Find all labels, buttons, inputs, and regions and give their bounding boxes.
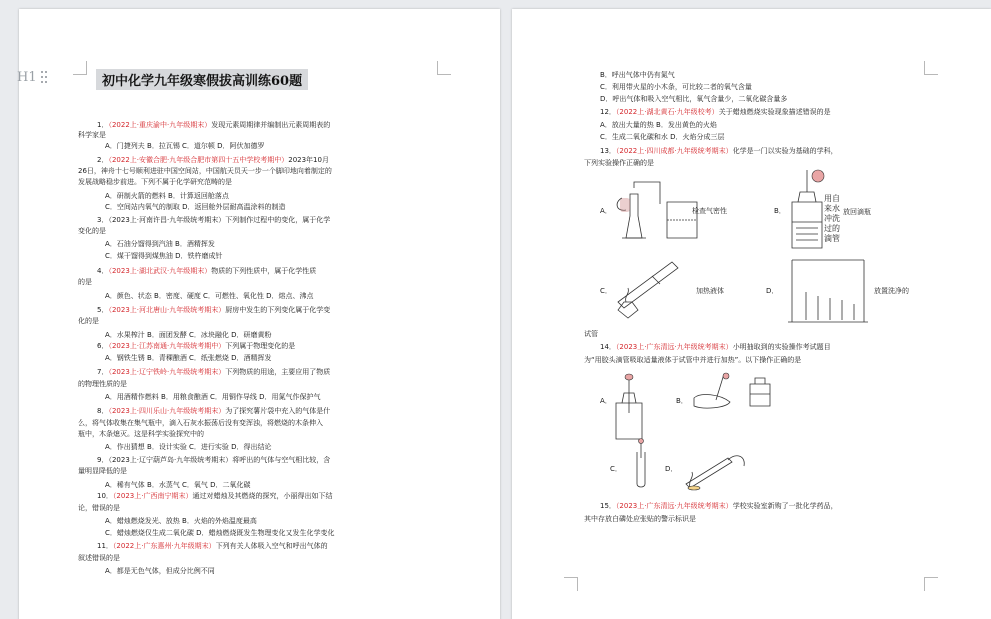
line-text: 为了探究薯片袋中充入的气体是什 bbox=[225, 407, 331, 415]
question-line bbox=[97, 306, 330, 314]
line-text: 通过对蜡烛及其燃烧的探究，小丽得出如下结 bbox=[192, 492, 333, 500]
text-line bbox=[105, 142, 265, 150]
text-line bbox=[78, 504, 120, 512]
question-source: （2023上·四川乐山·九年级统考期末） bbox=[108, 407, 226, 415]
q13-option-c-letter: C． bbox=[600, 287, 612, 295]
line-text: A．钢铁生锈 B．青稞酿酒 C．纸张燃烧 D．酒精挥发 bbox=[105, 354, 272, 362]
line-text: 下列属于物理变化的是 bbox=[225, 342, 296, 350]
text-line bbox=[600, 121, 717, 129]
line-text: 物质的下列性质中，属于化学性质 bbox=[211, 267, 317, 275]
text-line bbox=[105, 529, 335, 537]
question-line bbox=[97, 342, 295, 350]
question-number: 4． bbox=[97, 267, 109, 275]
q14-heating-tube-figure bbox=[680, 448, 750, 490]
airtightness-check-figure bbox=[612, 176, 704, 246]
question-number: 9． bbox=[97, 456, 109, 464]
q14-option-a-letter: A． bbox=[600, 397, 612, 405]
line-text: B．呼出气体中仍有氮气 bbox=[600, 71, 675, 79]
line-text: A．蜡烛燃烧发光、放热 B．火焰的外焰温度最高 bbox=[105, 517, 257, 525]
text-line bbox=[105, 517, 257, 525]
text-line bbox=[584, 515, 696, 523]
question-number: 11． bbox=[97, 542, 113, 550]
text-line bbox=[78, 178, 232, 186]
line-text: 下列物质的用途，主要应用了物质 bbox=[225, 368, 331, 376]
question-number: 1． bbox=[97, 121, 109, 129]
test-tube-rack-figure bbox=[786, 252, 870, 326]
line-text: 科学家是 bbox=[78, 131, 106, 139]
text-line bbox=[105, 240, 215, 248]
text-line bbox=[78, 419, 323, 427]
question-line bbox=[97, 156, 329, 164]
text-line bbox=[105, 292, 314, 300]
line-text: D．呼出气体和吸入空气相比，氧气含量少，二氧化碳含量多 bbox=[600, 95, 788, 103]
text-line bbox=[78, 278, 92, 286]
q13-c-caption: 加热液体 bbox=[696, 287, 724, 295]
text-line bbox=[600, 83, 752, 91]
question-line bbox=[600, 502, 838, 510]
question-number: 8． bbox=[97, 407, 109, 415]
text-line bbox=[584, 159, 654, 167]
question-number: 3． bbox=[97, 216, 109, 224]
text-line bbox=[105, 567, 215, 575]
line-text: A．作出猜想 B．设计实验 C．进行实验 D．得出结论 bbox=[105, 443, 272, 451]
question-number: 13． bbox=[600, 147, 616, 155]
text-line bbox=[600, 71, 675, 79]
question-line bbox=[97, 216, 330, 224]
line-text: A．门捷列夫 B．拉瓦锡 C．道尔顿 D．阿伏加德罗 bbox=[105, 142, 265, 150]
line-text: 学校实验室新购了一批化学药品， bbox=[732, 502, 838, 510]
q14-test-tube-figure bbox=[630, 438, 652, 490]
line-text: 下列有关人体吸入空气和呼出气体的 bbox=[215, 542, 328, 550]
line-text: 化的是 bbox=[78, 317, 99, 325]
q13-b-caption-left: 用自来水冲洗过的滴管 bbox=[824, 194, 840, 243]
question-source: （2022上·湖北黄石·九年级校考） bbox=[615, 108, 719, 116]
question-line bbox=[97, 456, 330, 464]
text-line bbox=[105, 443, 272, 451]
line-text: A．用酒精作燃料 B．用粮食酿酒 C．用铜作导线 D．用氮气作保护气 bbox=[105, 393, 321, 401]
question-source: （2022上·广东惠州·九年级期末） bbox=[112, 542, 216, 550]
question-source: （2023上·辽宁铁岭·九年级统考期末） bbox=[108, 368, 226, 376]
line-text: 小明抽取到的实验操作考试题目 bbox=[732, 343, 831, 351]
q14-reagent-bottle-figure bbox=[746, 374, 774, 408]
q13-a-caption: 检查气密性 bbox=[692, 207, 727, 215]
q14-hand-dropper-figure bbox=[690, 372, 742, 418]
question-number: 6． bbox=[97, 342, 109, 350]
line-text: C．利用带火星的小木条，可比较二者的氧气含量 bbox=[600, 83, 752, 91]
question-source: （2023上·广东清远·九年级统考期末） bbox=[615, 502, 733, 510]
question-source: （2023上·湖北武汉·九年级期末） bbox=[108, 267, 212, 275]
question-number: 10． bbox=[97, 492, 113, 500]
question-line bbox=[97, 121, 330, 129]
line-text: 发展战略稳步前进。下列不属于化学研究范畴的是 bbox=[78, 178, 232, 186]
text-line bbox=[105, 331, 272, 339]
line-text: A．水果榨汁 B．面团发酵 C．冰块融化 D．研磨黄粉 bbox=[105, 331, 272, 339]
line-text: C．空间站内氧气的制取 D．返回舱外层耐高温涂料的制造 bbox=[105, 203, 286, 211]
text-line bbox=[105, 481, 251, 489]
line-text: 下列实验操作正确的是 bbox=[584, 159, 654, 167]
text-line bbox=[105, 192, 229, 200]
line-text: 为“用胶头滴管吸取适量液体于试管中并进行加热”。以下操作正确的是 bbox=[584, 356, 802, 364]
question-number: 7． bbox=[97, 368, 109, 376]
line-text: 论，错误的是 bbox=[78, 504, 120, 512]
line-text: 发现元素周期律并编制出元素周期表的 bbox=[211, 121, 331, 129]
q13-option-a-letter: A． bbox=[600, 207, 612, 215]
q13-b-caption-right: 放回滴瓶 bbox=[843, 208, 871, 216]
line-text: A．放出大量的热 B．发出黄色的火焰 bbox=[600, 121, 717, 129]
question-source: （2023上·江苏南通·九年级统考期中） bbox=[108, 342, 226, 350]
line-text: 化学是一门以实验为基础的学科， bbox=[732, 147, 838, 155]
drag-handle-icon[interactable] bbox=[41, 71, 49, 85]
line-text: 瓶中，木条熄灭。这是科学实验探究中的 bbox=[78, 430, 204, 438]
line-text: 变化的是 bbox=[78, 227, 106, 235]
text-line bbox=[78, 167, 332, 175]
q13-d-caption: 放置洗净的 bbox=[874, 287, 909, 295]
line-text: A．稀有气体 B．水蒸气 C．氧气 D．二氧化碳 bbox=[105, 481, 251, 489]
text-line bbox=[78, 227, 106, 235]
q14-option-b-letter: B． bbox=[676, 397, 688, 405]
document-title[interactable]: 初中化学九年级寒假拔高训练60题 bbox=[96, 69, 308, 90]
question-line bbox=[600, 108, 831, 116]
line-text: A．颜色、状态 B．密度、硬度 C．可燃性、氧化性 D．熔点、沸点 bbox=[105, 292, 314, 300]
text-line bbox=[78, 317, 99, 325]
text-line bbox=[78, 380, 127, 388]
line-text: （2023上·河南许昌·九年级统考期末）下列制作过程中的变化，属于化学 bbox=[108, 216, 331, 224]
line-text: 么，将气体收集在集气瓶中，滴入石灰水振荡后没有变浑浊，将燃烧的木条伸入 bbox=[78, 419, 323, 427]
q13-d-caption-tail: 试管 bbox=[584, 330, 598, 338]
text-line bbox=[105, 203, 286, 211]
line-text: 其中存放白磷处应张贴的警示标识是 bbox=[584, 515, 696, 523]
question-line bbox=[600, 147, 838, 155]
text-line bbox=[600, 95, 787, 103]
question-line bbox=[97, 368, 330, 376]
question-number: 2． bbox=[97, 156, 109, 164]
question-source: （2023上·河北唐山·九年级统考期末） bbox=[108, 306, 226, 314]
line-text: 的物理性质的是 bbox=[78, 380, 127, 388]
question-line bbox=[97, 492, 332, 500]
q13-option-d-letter: D． bbox=[766, 287, 779, 295]
line-text: C．蜡烛燃烧仅生成二氧化碳 D．蜡烛燃烧既发生物理变化又发生化学变化 bbox=[105, 529, 335, 537]
line-text: A．石油分馏得到汽油 B．酒精挥发 bbox=[105, 240, 215, 248]
text-line bbox=[78, 430, 204, 438]
line-text: 叙述错误的是 bbox=[78, 554, 120, 562]
text-line bbox=[105, 252, 223, 260]
line-text: （2023上·辽宁葫芦岛·九年级统考期末）将呼出的气体与空气相比较，含 bbox=[108, 456, 331, 464]
line-text: 量明显降低的是 bbox=[78, 467, 127, 475]
document-page-left bbox=[19, 9, 500, 619]
q13-option-b-letter: B． bbox=[774, 207, 786, 215]
line-text: C．生成二氧化碳和水 D．火焰分成三层 bbox=[600, 133, 725, 141]
heading-level-icon[interactable]: H1 bbox=[17, 70, 37, 85]
page-corner-mark bbox=[924, 577, 938, 591]
line-text: A．研制火箭的燃料 B．计算返回舱落点 bbox=[105, 192, 229, 200]
line-text: 2023年10月 bbox=[288, 156, 329, 164]
line-text: 26日，神舟十七号顺利进驻中国空间站，中国航天员天一步一个脚印地向着制定的 bbox=[78, 167, 332, 175]
line-text: C．煤干馏得到煤焦油 D．铁杵磨成针 bbox=[105, 252, 223, 260]
question-source: （2023上·广西南宁期末） bbox=[112, 492, 193, 500]
question-source: （2022上·安徽合肥·九年级合肥市第四十五中学校考期中） bbox=[108, 156, 289, 164]
question-source: （2022上·重庆渝中·九年级期末） bbox=[108, 121, 212, 129]
line-text: 厨房中发生的下列变化属于化学变 bbox=[225, 306, 331, 314]
question-line bbox=[600, 343, 831, 351]
question-source: （2022上·四川成都·九年级统考期末） bbox=[615, 147, 733, 155]
question-line bbox=[97, 542, 328, 550]
question-number: 12． bbox=[600, 108, 616, 116]
text-line bbox=[600, 133, 725, 141]
heating-liquid-figure bbox=[612, 254, 692, 326]
page-corner-mark bbox=[73, 61, 87, 75]
q14-option-c-letter: C． bbox=[610, 465, 622, 473]
q14-bottle-dropper-figure bbox=[612, 373, 648, 443]
text-line bbox=[584, 356, 801, 364]
q14-option-d-letter: D． bbox=[665, 465, 678, 473]
question-source: （2023上·广东清远·九年级统考期末） bbox=[615, 343, 733, 351]
line-text: A．都是无色气体，但成分比例不同 bbox=[105, 567, 215, 575]
text-line bbox=[105, 354, 272, 362]
question-number: 14． bbox=[600, 343, 616, 351]
question-line bbox=[97, 267, 316, 275]
question-number: 15． bbox=[600, 502, 616, 510]
text-line bbox=[78, 554, 120, 562]
text-line bbox=[105, 393, 321, 401]
line-text: 的是 bbox=[78, 278, 92, 286]
page-corner-mark bbox=[924, 61, 938, 75]
page-corner-mark bbox=[437, 61, 451, 75]
question-line bbox=[97, 407, 330, 415]
page-corner-mark bbox=[564, 577, 578, 591]
text-line bbox=[78, 131, 106, 139]
line-text: 关于蜡烛燃烧实验现象描述错误的是 bbox=[718, 108, 831, 116]
text-line bbox=[78, 467, 127, 475]
question-number: 5． bbox=[97, 306, 109, 314]
